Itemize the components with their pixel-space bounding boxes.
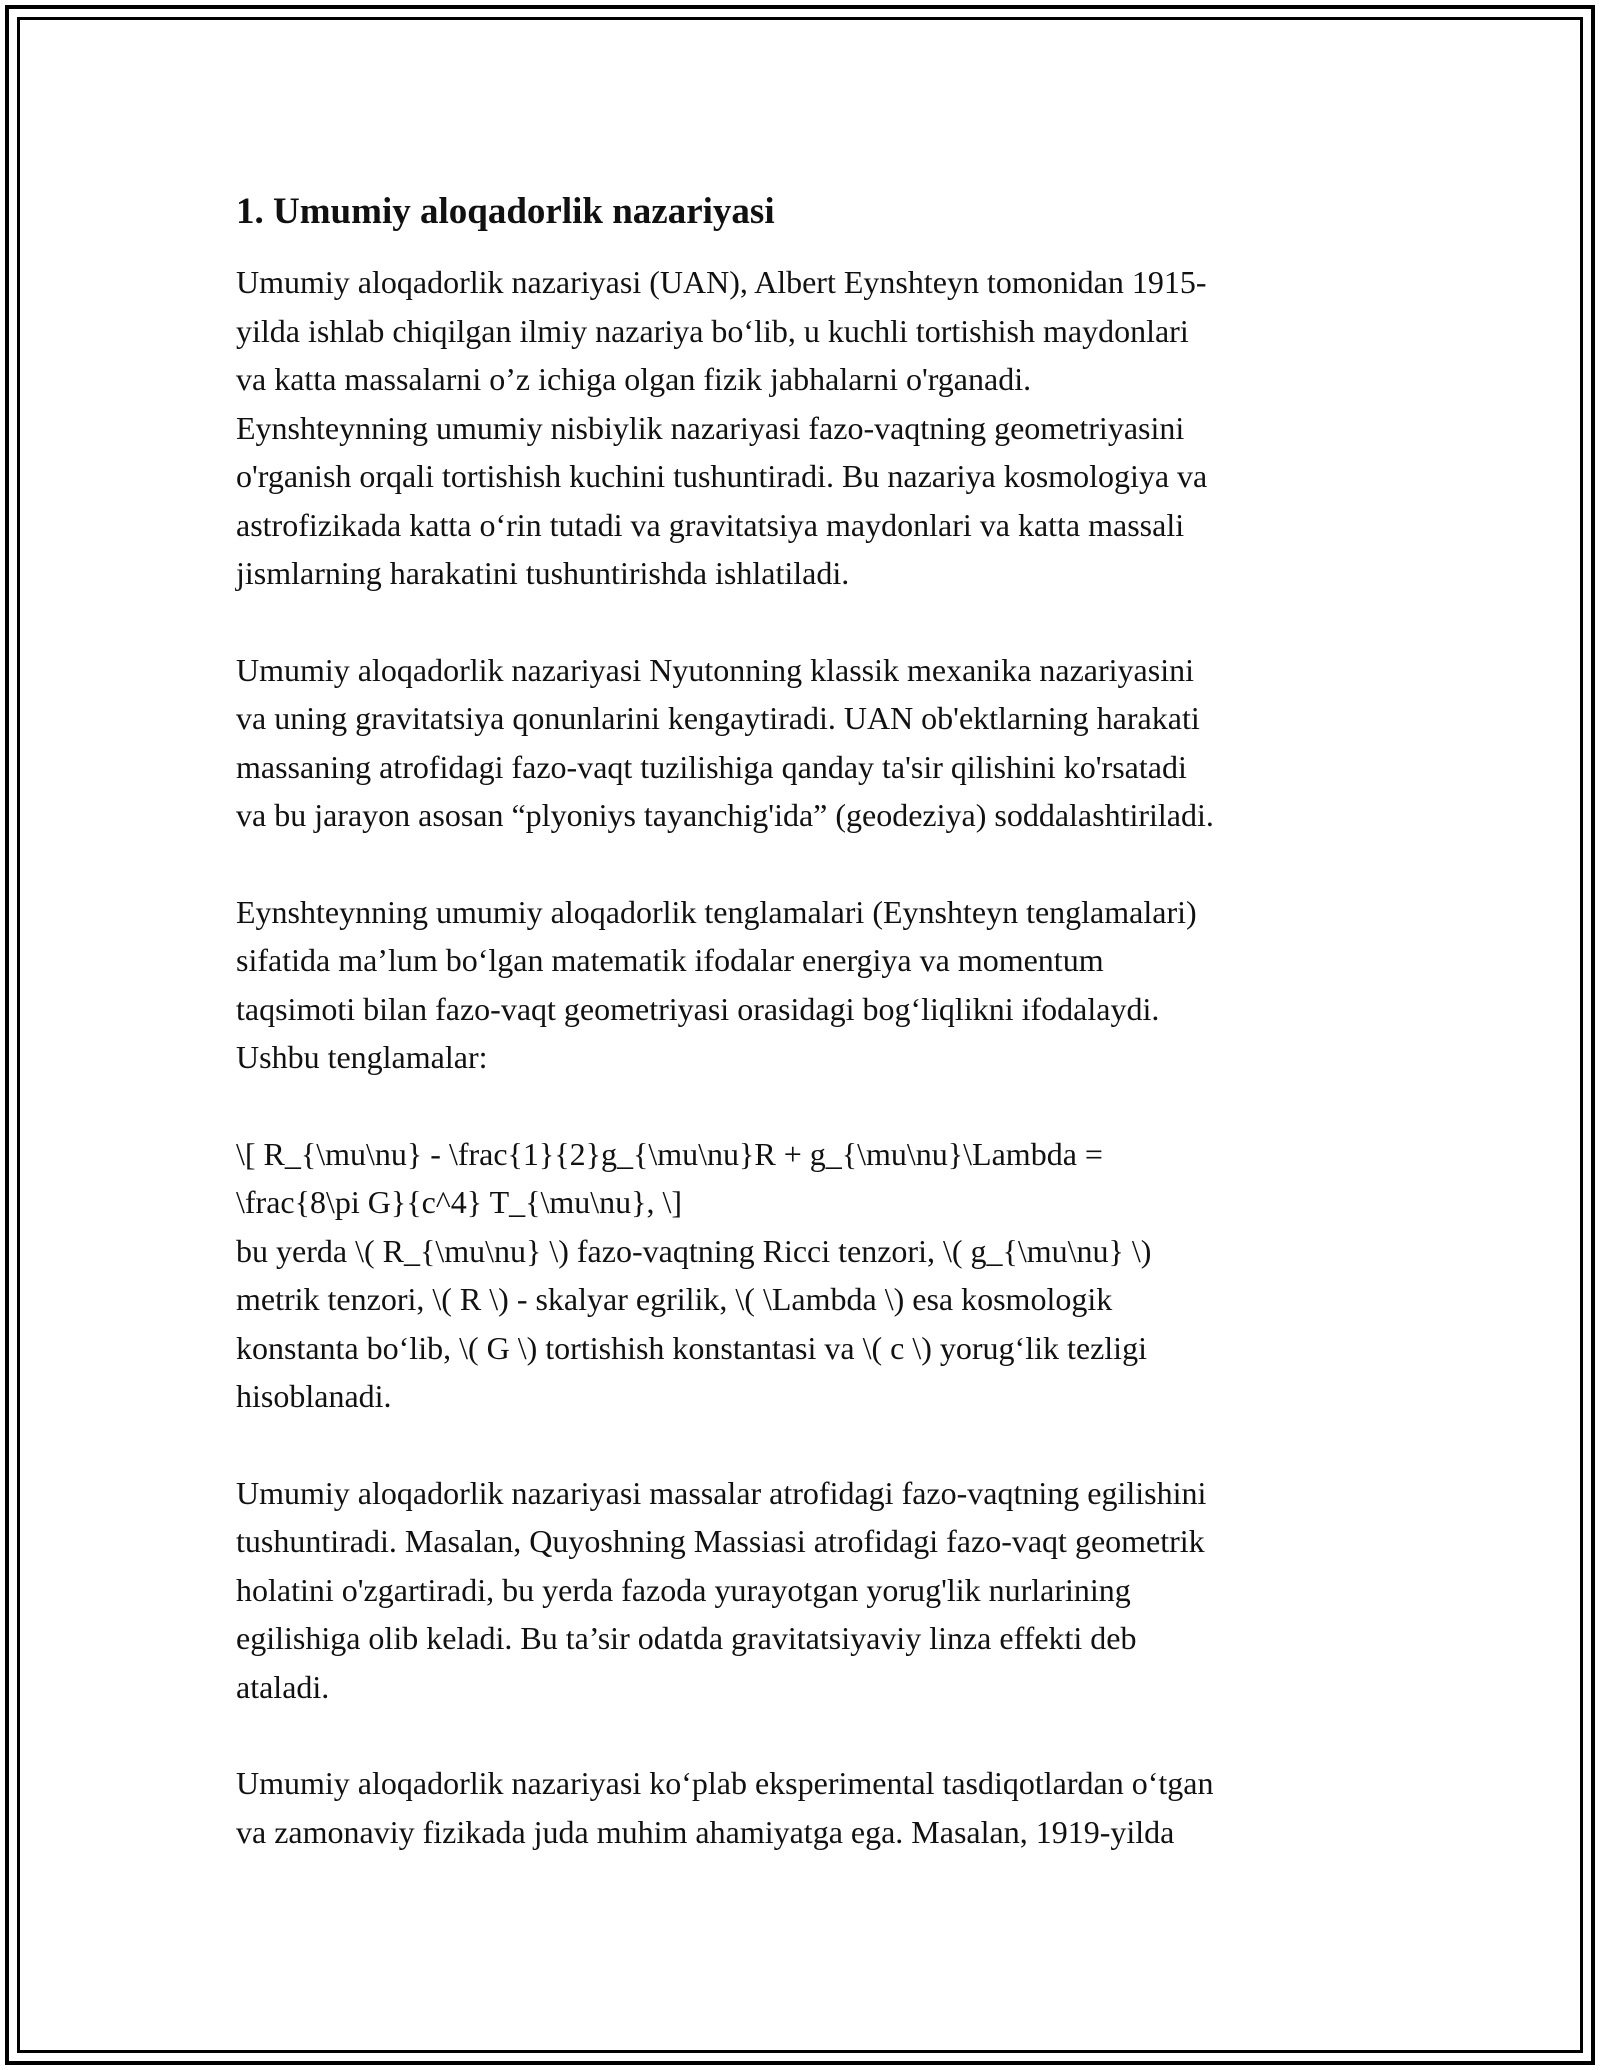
paragraph-equations-intro: Eynshteynning umumiy aloqadorlik tenglamalari (Eynshteyn tenglamalari) sifatida ma’lum bo‘lgan matematik ifodalar energiya va momentum taqsimoti bilan fazo-vaqt geometriyasi orasidagi bog‘liqlikni ifodalaydi. Ushbu tenglamalar:: [236, 893, 1197, 1075]
paragraph-experimental: Umumiy aloqadorlik nazariyasi ko‘plab eksperimental tasdiqotlardan o‘tgan va zamonaviy fizikada juda muhim ahamiyatga ega. Masalan, 1919-yilda: [236, 1765, 1214, 1850]
paragraph-intro: Umumiy aloqadorlik nazariyasi (UAN), Albert Eynshteyn tomonidan 1915- yilda ishlab chiqilgan ilmiy nazariya bo‘lib, u kuchli tortishish maydonlari va katta massalarni o’z ichiga olgan fizik jabhalarni o'rganadi. Eynshteynning umumiy nisbiylik nazariyasi fazo-vaqtning geometriyasini o'rganish orqali tortishish kuchini tushuntiradi. Bu nazariya kosmologiya va astrofizikada katta o‘rin tutadi va gravitatsiya maydonlari va katta massali jismlarning harakatini tushuntirishda ishlatiladi.: [236, 264, 1208, 591]
paragraph-spacetime-curvature: Umumiy aloqadorlik nazariyasi massalar atrofidagi fazo-vaqtning egilishini tushuntiradi. Masalan, Quyoshning Massiasi atrofidagi fazo-vaqt geometrik holatini o'zgartiradi, bu yerda fazoda yurayotgan yorug'lik nurlarining egilishiga olib keladi. Bu ta’sir odatda gravitatsiyaviy linza effekti deb ataladi.: [236, 1474, 1207, 1705]
paragraph-einstein-equation: \[ R_{\mu\nu} - \frac{1}{2}g_{\mu\nu}R + g_{\mu\nu}\Lambda = \frac{8\pi G}{c^4} T_{\mu\nu}, \] bu yerda \( R_{\mu\nu} \) fazo-vaqtning Ricci tenzori, \( g_{\mu\nu} \) metrik tenzori, \( R \) - skalyar egrilik, \( \Lambda \) esa kosmologik konstanta bo‘lib, \( G \) tortishish konstantasi va \( c \) yorug‘lik tezligi hisoblanadi.: [236, 1135, 1152, 1414]
paragraph-newton: Umumiy aloqadorlik nazariyasi Nyutonning klassik mexanika nazariyasini va uning gravitatsiya qonunlarini kengaytiradi. UAN ob'ektlarning harakati massaning atrofidagi fazo-vaqt tuzilishiga qanday ta'sir qilishini ko'rsatadi va bu jarayon asosan “plyoniys tayanchig'ida” (geodeziya) soddalashtiriladi.: [236, 651, 1214, 833]
document-body: [236, 186, 1366, 1904]
section-heading: 1. Umumiy aloqadorlik nazariyasi: [236, 191, 775, 232]
